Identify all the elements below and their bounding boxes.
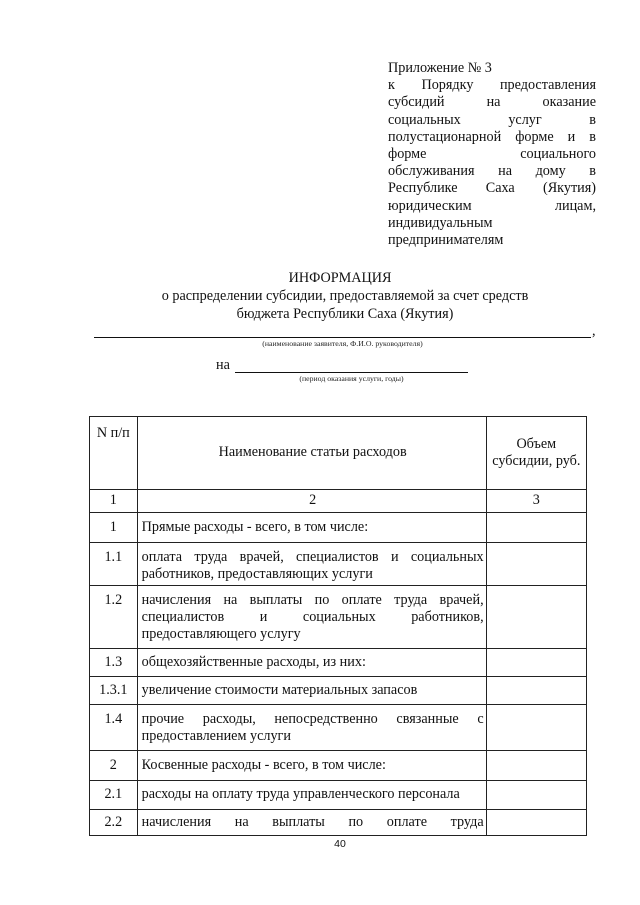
row-amount[interactable] <box>486 705 586 751</box>
annex-line: форме социального <box>388 146 596 163</box>
row-expense-name: начисления на выплаты по оплате труда врачей, специалистов и социальных работников, предоставляющего услугу <box>137 586 486 649</box>
row-expense-name: Косвенные расходы - всего, в том числе: <box>137 751 486 781</box>
table-row <box>90 513 587 543</box>
header-subsidy-amount: Объем субсидии, руб. <box>486 417 586 490</box>
table-row <box>90 543 587 586</box>
table-row <box>90 751 587 781</box>
annex-line: обслуживания на дому в <box>388 163 596 180</box>
row-number: 2.2 <box>90 810 138 836</box>
row-amount[interactable] <box>486 810 586 836</box>
row-amount[interactable] <box>486 781 586 810</box>
document-title: ИНФОРМАЦИЯ <box>288 270 392 286</box>
period-caption: (период оказания услуги, годы) <box>299 374 404 383</box>
annex-line: индивидуальным <box>388 214 493 231</box>
row-expense-name: расходы на оплату труда управленческого персонала <box>137 781 486 810</box>
period-blank-line <box>235 372 468 373</box>
row-number: 1.4 <box>90 705 138 751</box>
table-row <box>90 677 587 705</box>
annex-line: субсидий на оказание <box>388 94 596 111</box>
row-expense-name: Прямые расходы - всего, в том числе: <box>137 513 486 543</box>
table-row <box>90 649 587 677</box>
row-amount[interactable] <box>486 543 586 586</box>
index-cell: 2 <box>137 490 486 513</box>
annex-line: юридическим лицам, <box>388 197 596 214</box>
row-number: 2.1 <box>90 781 138 810</box>
table-row <box>90 705 587 751</box>
row-expense-name: общехозяйственные расходы, из них: <box>137 649 486 677</box>
table-row <box>90 810 587 836</box>
header-expense-item: Наименование статьи расходов <box>137 417 486 490</box>
annex-line: к Порядку предоставления <box>388 77 596 94</box>
row-amount[interactable] <box>486 586 586 649</box>
annex-line: полустационарной форме и в <box>388 128 596 145</box>
row-expense-name: прочие расходы, непосредственно связанные с предоставлением услуги <box>137 705 486 751</box>
row-number: 1 <box>90 513 138 543</box>
annex-block <box>388 60 596 249</box>
index-cell: 1 <box>90 490 138 513</box>
table-header-row <box>90 417 587 490</box>
row-amount[interactable] <box>486 513 586 543</box>
table-row <box>90 586 587 649</box>
header-number: N п/п <box>90 417 138 490</box>
row-amount[interactable] <box>486 751 586 781</box>
applicant-trailing-comma: , <box>592 323 596 339</box>
applicant-caption: (наименование заявителя, Ф.И.О. руководителя) <box>262 339 423 348</box>
annex-line: предпринимателям <box>388 232 504 249</box>
table-row <box>90 781 587 810</box>
row-amount[interactable] <box>486 677 586 705</box>
index-cell: 3 <box>486 490 586 513</box>
table-index-row <box>90 490 587 513</box>
applicant-blank-line <box>94 337 591 338</box>
page-number: 40 <box>334 838 346 850</box>
row-number: 1.2 <box>90 586 138 649</box>
period-prefix: на <box>216 357 230 373</box>
row-expense-name: оплата труда врачей, специалистов и социальных работников, предоставляющих услуги <box>137 543 486 586</box>
row-expense-name: начисления на выплаты по оплате труда <box>137 810 486 836</box>
row-number: 1.3 <box>90 649 138 677</box>
row-expense-name: увеличение стоимости материальных запасов <box>137 677 486 705</box>
row-number: 2 <box>90 751 138 781</box>
annex-line: Республике Саха (Якутия) <box>388 180 596 197</box>
annex-line: Приложение № 3 <box>388 60 492 76</box>
annex-line: социальных услуг в <box>388 111 596 128</box>
document-subtitle: о распределении субсидии, предоставляемой за счет средств <box>161 288 529 304</box>
row-number: 1.3.1 <box>90 677 138 705</box>
document-subtitle-2: бюджета Республики Саха (Якутия) <box>236 306 454 322</box>
row-amount[interactable] <box>486 649 586 677</box>
expenses-table <box>89 416 587 836</box>
row-number: 1.1 <box>90 543 138 586</box>
